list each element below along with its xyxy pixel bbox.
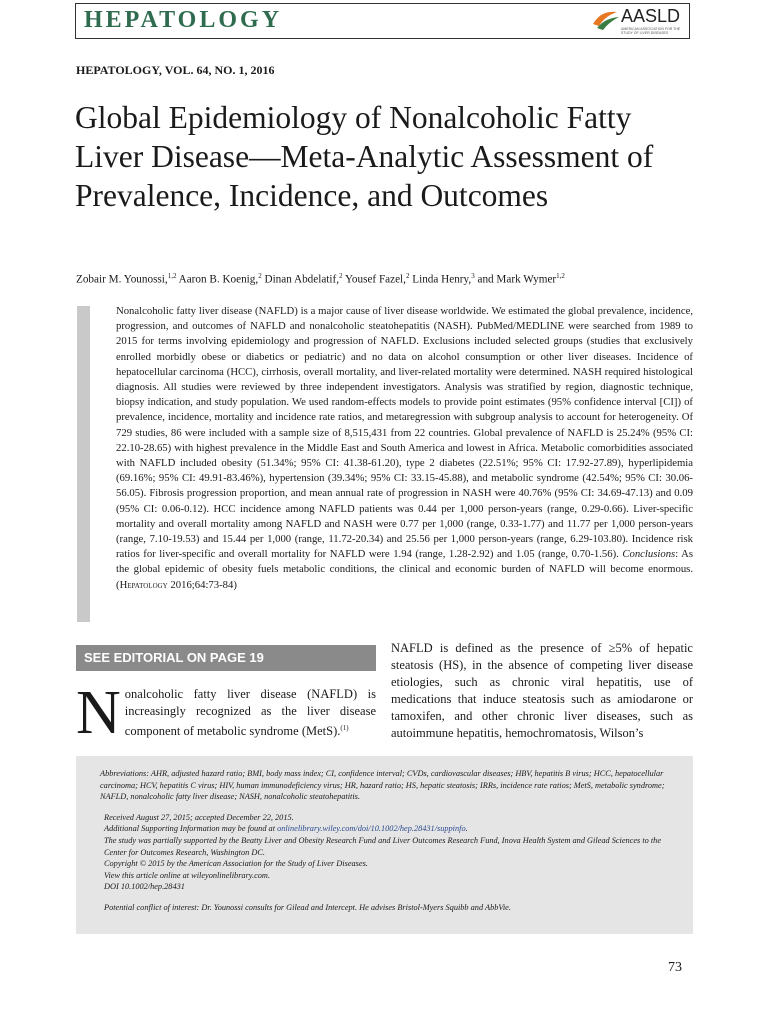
aasld-logo-icon <box>591 8 621 32</box>
copyright-note: Copyright © 2015 by the American Association for the Study of Liver Diseases. <box>104 859 368 869</box>
funding-note: The study was partially supported by the Beatty Liver and Obesity Research Fund and Liver Outcomes Research Fund, Inova Health System and Gilead Sciences to the Center for Outcomes Research, Washington DC. <box>104 835 662 857</box>
received-note: Received August 27, 2015; accepted December 22, 2015. <box>104 812 294 822</box>
abstract <box>116 304 693 593</box>
author-name: Dinan Abdelatif, <box>264 273 340 286</box>
citation: HEPATOLOGY, VOL. 64, NO. 1, 2016 <box>76 63 275 77</box>
supporting-info-note <box>100 823 681 835</box>
ref-tail: 2016;64:73-84) <box>167 578 237 591</box>
footnote-box <box>76 756 693 934</box>
reference-marker[interactable]: (1) <box>340 724 349 732</box>
see-editorial-link[interactable]: SEE EDITORIAL ON PAGE 19 <box>76 645 376 671</box>
intro-text: onalcoholic fatty liver disease (NAFLD) is increasingly recognized as the liver disease component of metabolic syndrome (MetS). <box>124 687 376 739</box>
author-list <box>76 272 565 286</box>
journal-header <box>75 3 690 39</box>
conclusions-label: Conclusions <box>622 548 676 561</box>
doi-note: DOI 10.1002/hep.28431 <box>104 882 185 892</box>
body-right-column: NAFLD is defined as the presence of ≥5% of hepatic steatosis (HS), in the absence of competing liver disease etiologies, such as chronic viral hepatitis, use of medications that induce steatosis such as amiodarone or tamoxifen, and other chronic liver diseases, such as autoimmune hepatitis, hemochromatosis, Wilson’s <box>391 641 693 740</box>
supporting-prefix: Additional Supporting Information may be found at <box>104 824 278 834</box>
logo-text: AASLD <box>621 6 681 26</box>
logo-subtitle: AMERICAN ASSOCIATION FOR THE STUDY OF LIVER DISEASES <box>621 27 681 35</box>
author-name: Yousef Fazel, <box>344 273 406 286</box>
supporting-info-link[interactable]: onlinelibrary.wiley.com/doi/10.1002/hep.28431/suppinfo <box>277 824 466 834</box>
conclusions-text: : As the global epidemic of obesity fuels metabolic conditions, the clinical and economic burden of NAFLD will become enormous. ( <box>116 548 693 591</box>
journal-name: HEPATOLOGY <box>84 7 283 33</box>
author-name: and Mark Wymer <box>477 273 557 286</box>
dropcap: N <box>76 679 121 747</box>
body-left-column <box>76 679 376 747</box>
author-affiliation: 2 <box>258 272 262 280</box>
author-affiliation: 3 <box>471 272 475 280</box>
abbreviations-note: Abbreviations: AHR, adjusted hazard ratio; BMI, body mass index; CI, confidence interval; CVDs, cardiovascular diseases; HBV, hepatitis B virus; HCC, hepatocellular carcinoma; HCV, hepatitis C virus; HIV, human immunodeficiency virus; HR, hazard ratio; HS, hepatic steatosis; IRRs, incidence rate ratios; MetS, metabolic syndrome; NAFLD, nonalcoholic fatty liver disease; NASH, nonalcoholic steatohepatitis. <box>100 769 665 802</box>
supporting-suffix: . <box>465 824 468 834</box>
author-affiliation: 1,2 <box>556 272 565 280</box>
page-number: 73 <box>668 960 682 975</box>
author-name: Linda Henry, <box>412 273 472 286</box>
conflict-note: Potential conflict of interest: Dr. Younossi consults for Gilead and Intercept. He advises Bristol-Myers Squibb and AbbVie. <box>104 902 511 912</box>
journal-ref: Hepatology <box>119 578 168 591</box>
author-affiliation: 2 <box>405 272 410 280</box>
author-affiliation: 1,2 <box>167 272 177 280</box>
abstract-sidebar <box>77 306 90 622</box>
author-name: Aaron B. Koenig, <box>178 273 259 286</box>
abstract-body: Nonalcoholic fatty liver disease (NAFLD) is a major cause of liver disease worldwide. We estimated the global prevalence, incidence, progression, and outcomes of NAFLD and nonalcoholic steatohepatitis (NASH). PubMed/MEDLINE were searched from 1989 to 2015 for terms involving epidemiology and progression of NAFLD. Exclusions included selected groups (studies that exclusively enrolled morbidly obese or diabetics or pediatric) and no data on alcohol consumption or other liver diseases. Incidence of hepatocellular carcinoma (HCC), cirrhosis, overall mortality, and liver-related mortality were determined. NASH required histological diagnosis. All studies were reviewed by three independent investigators. Analysis was stratified by region, diagnostic technique, biopsy indication, and study population. We used random-effects models to provide point estimates (95% confidence interval [CI]) of prevalence, incidence, mortality and incidence rate ratios, and metaregression with subgroup analysis to account for heterogeneity. Of 729 studies, 86 were included with a sample size of 8,515,431 from 22 countries. Global prevalence of NAFLD is 25.24% (95% CI: 22.10-28.65) with highest prevalence in the Middle East and South America and lowest in Africa. Metabolic comorbidities associated with NAFLD included obesity (51.34%; 95% CI: 41.38-61.20), type 2 diabetes (22.51%; 95% CI: 17.92-27.89), hyperlipidemia (69.16%; 95% CI: 49.91-83.46%), hypertension (39.34%; 95% CI: 33.15-45.88), and metabolic syndrome (42.54%; 95% CI: 30.06-56.05). Fibrosis progression proportion, and mean annual rate of progression in NASH were 40.76% (95% CI: 34.69-47.13) and 0.09 (95% CI: 0.06-0.12). HCC incidence among NAFLD patients was 0.44 per 1,000 person-years (range, 0.29-0.66). Liver-specific mortality and overall mortality among NAFLD and NASH were 0.77 per 1,000 (range, 0.33-1.77) and 11.77 per 1,000 person-years (range, 7.10-19.53) and 15.44 per 1,000 (range, 11.72-20.34) and 25.56 per 1,000 person-years (range, 6.29-103.80). Incidence risk ratios for liver-specific and overall mortality for NAFLD were 1.94 (range, 1.28-2.92) and 1.05 (range, 0.70-1.56). <box>116 305 693 561</box>
author-affiliation: 2 <box>339 272 343 280</box>
author-name: Zobair M. Younossi, <box>76 273 168 286</box>
aasld-logo <box>591 6 683 36</box>
view-online-note: View this article online at wileyonlinelibrary.com. <box>104 870 270 880</box>
article-title: Global Epidemiology of Nonalcoholic Fatty Liver Disease—Meta-Analytic Assessment of Prevalence, Incidence, and Outcomes <box>75 100 654 213</box>
